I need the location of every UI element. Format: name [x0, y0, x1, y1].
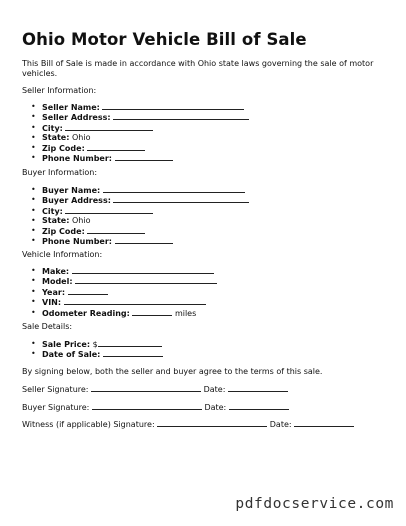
sale-section-heading: Sale Details: [22, 322, 73, 331]
seller-name-field: • Seller Name: [30, 102, 249, 112]
buyer-address-field: • Buyer Address: [30, 195, 249, 205]
sale-price-field: • Sale Price: $ [30, 339, 163, 349]
buyer-address-blank[interactable] [113, 195, 249, 203]
vehicle-make-blank[interactable] [72, 266, 214, 274]
seller-signature-line: Seller Signature: Date: [22, 384, 288, 395]
odometer-blank[interactable] [132, 308, 172, 316]
seller-phone-blank[interactable] [115, 153, 173, 161]
seller-signature-date-blank[interactable] [228, 384, 288, 392]
seller-section-heading: Seller Information: [22, 86, 97, 95]
buyer-phone-blank[interactable] [115, 236, 173, 244]
odometer-unit: miles [174, 308, 197, 318]
buyer-name-blank[interactable] [103, 185, 245, 193]
seller-state-field: • State: Ohio [30, 133, 249, 142]
buyer-city-field: • City: [30, 206, 249, 216]
vehicle-make-field: • Make: [30, 266, 217, 276]
vehicle-fields [30, 266, 217, 318]
buyer-phone-field: • Phone Number: [30, 236, 249, 246]
witness-signature-blank[interactable] [157, 419, 267, 427]
seller-signature-blank[interactable] [91, 384, 201, 392]
vehicle-year-field: • Year: [30, 287, 217, 297]
seller-address-blank[interactable] [113, 112, 249, 120]
site-watermark: pdfdocservice.com [235, 496, 394, 512]
buyer-state-field: • State: Ohio [30, 216, 249, 225]
witness-signature-line: Witness (if applicable) Signature: Date: [22, 419, 354, 430]
seller-phone-field: • Phone Number: [30, 153, 249, 163]
seller-city-field: • City: [30, 123, 249, 133]
seller-address-field: • Seller Address: [30, 112, 249, 122]
vehicle-section-heading: Vehicle Information: [22, 250, 103, 259]
buyer-section-heading: Buyer Information: [22, 168, 98, 177]
sale-date-blank[interactable] [103, 349, 163, 357]
intro-paragraph: This Bill of Sale is made in accordance with Ohio state laws governing the sale of motor vehicles. [22, 59, 374, 78]
vehicle-odometer-field: • Odometer Reading: miles [30, 308, 217, 318]
buyer-name-field: • Buyer Name: [30, 185, 249, 195]
vehicle-vin-blank[interactable] [64, 297, 206, 305]
seller-name-blank[interactable] [102, 102, 244, 110]
vehicle-vin-field: • VIN: [30, 297, 217, 307]
document-title: Ohio Motor Vehicle Bill of Sale [22, 30, 307, 49]
sale-date-field: • Date of Sale: [30, 349, 163, 359]
buyer-state-value: Ohio [71, 216, 91, 226]
seller-zip-blank[interactable] [87, 143, 145, 151]
sale-fields [30, 339, 163, 360]
seller-fields [30, 102, 249, 163]
seller-city-blank[interactable] [65, 123, 153, 131]
buyer-signature-line: Buyer Signature: Date: [22, 402, 289, 413]
buyer-zip-blank[interactable] [87, 226, 145, 234]
vehicle-year-blank[interactable] [68, 287, 108, 295]
sale-price-blank[interactable] [98, 339, 162, 347]
buyer-zip-field: • Zip Code: [30, 226, 249, 236]
price-currency: $ [92, 340, 98, 349]
witness-signature-date-blank[interactable] [294, 419, 354, 427]
seller-state-value: Ohio [71, 133, 91, 143]
buyer-signature-blank[interactable] [92, 402, 202, 410]
buyer-city-blank[interactable] [65, 206, 153, 214]
vehicle-model-blank[interactable] [75, 276, 217, 284]
buyer-fields [30, 185, 249, 246]
buyer-signature-date-blank[interactable] [229, 402, 289, 410]
agreement-statement: By signing below, both the seller and buyer agree to the terms of this sale. [22, 367, 323, 376]
vehicle-model-field: • Model: [30, 276, 217, 286]
seller-zip-field: • Zip Code: [30, 143, 249, 153]
